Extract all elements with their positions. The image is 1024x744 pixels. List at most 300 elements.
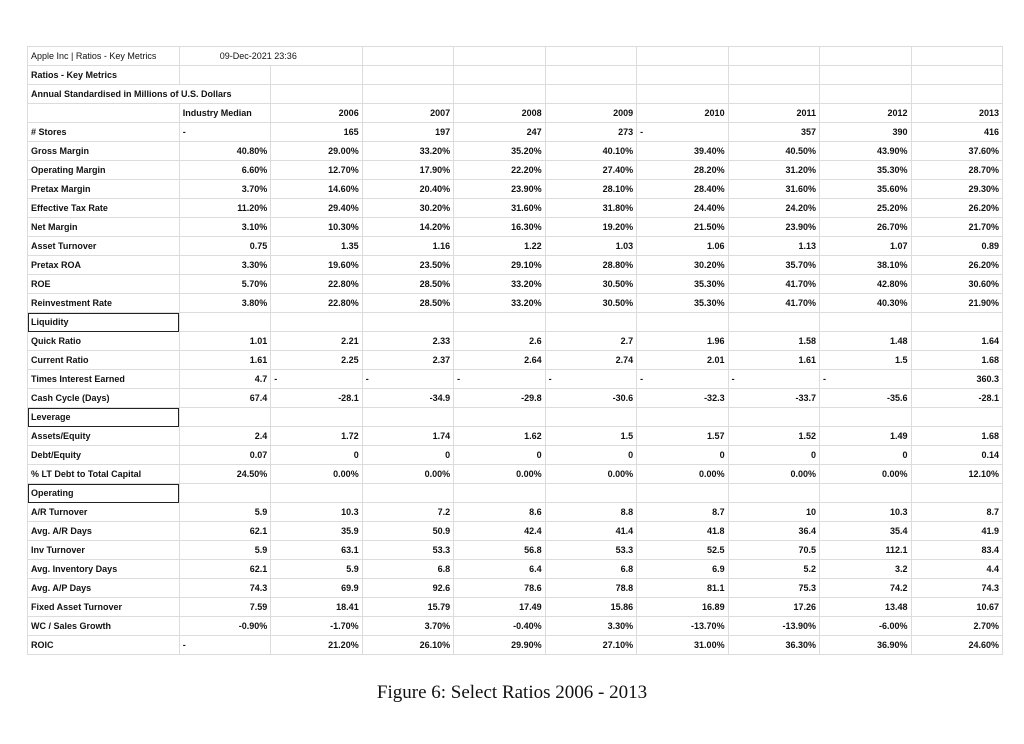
value-cell[interactable]: 92.6 <box>362 579 453 598</box>
value-cell[interactable]: 8.6 <box>454 503 545 522</box>
value-cell[interactable]: 0 <box>545 446 636 465</box>
value-cell[interactable]: 11.20% <box>179 199 270 218</box>
value-cell[interactable]: 36.4 <box>728 522 819 541</box>
value-cell[interactable]: 3.70% <box>179 180 270 199</box>
value-cell[interactable]: 1.61 <box>179 351 270 370</box>
value-cell[interactable]: 2.25 <box>271 351 362 370</box>
value-cell[interactable]: 31.00% <box>637 636 728 655</box>
empty-cell[interactable] <box>179 484 270 503</box>
value-cell[interactable]: 2.70% <box>911 617 1002 636</box>
value-cell[interactable]: 28.50% <box>362 294 453 313</box>
value-cell[interactable]: 74.3 <box>179 579 270 598</box>
value-cell[interactable]: 1.68 <box>911 351 1002 370</box>
value-cell[interactable]: 31.80% <box>545 199 636 218</box>
empty-cell[interactable] <box>362 313 453 332</box>
value-cell[interactable]: 26.20% <box>911 256 1002 275</box>
header-year[interactable]: 2013 <box>911 104 1002 123</box>
section-label[interactable]: Liquidity <box>28 313 180 332</box>
empty-cell[interactable] <box>271 313 362 332</box>
value-cell[interactable]: 41.4 <box>545 522 636 541</box>
value-cell[interactable]: 0 <box>454 446 545 465</box>
value-cell[interactable]: 1.74 <box>362 427 453 446</box>
value-cell[interactable]: 416 <box>911 123 1002 142</box>
value-cell[interactable]: 28.10% <box>545 180 636 199</box>
value-cell[interactable]: 17.49 <box>454 598 545 617</box>
value-cell[interactable]: 40.50% <box>728 142 819 161</box>
value-cell[interactable]: -33.7 <box>728 389 819 408</box>
value-cell[interactable]: 31.20% <box>728 161 819 180</box>
value-cell[interactable]: 35.20% <box>454 142 545 161</box>
value-cell[interactable]: 22.80% <box>271 275 362 294</box>
value-cell[interactable]: 14.60% <box>271 180 362 199</box>
value-cell[interactable]: 360.3 <box>911 370 1002 389</box>
row-label[interactable]: Reinvestment Rate <box>28 294 180 313</box>
value-cell[interactable]: 36.90% <box>820 636 911 655</box>
value-cell[interactable]: 17.90% <box>362 161 453 180</box>
value-cell[interactable]: 2.33 <box>362 332 453 351</box>
row-label[interactable]: Inv Turnover <box>28 541 180 560</box>
empty-cell[interactable] <box>362 484 453 503</box>
value-cell[interactable]: 247 <box>454 123 545 142</box>
value-cell[interactable]: 0.07 <box>179 446 270 465</box>
value-cell[interactable]: 0 <box>271 446 362 465</box>
value-cell[interactable]: 15.79 <box>362 598 453 617</box>
header-year[interactable]: 2011 <box>728 104 819 123</box>
value-cell[interactable]: 83.4 <box>911 541 1002 560</box>
value-cell[interactable]: 390 <box>820 123 911 142</box>
row-label[interactable]: Operating Margin <box>28 161 180 180</box>
value-cell[interactable]: 40.80% <box>179 142 270 161</box>
value-cell[interactable]: 3.30% <box>179 256 270 275</box>
value-cell[interactable]: - <box>820 370 911 389</box>
row-label[interactable]: Times Interest Earned <box>28 370 180 389</box>
value-cell[interactable]: 38.10% <box>820 256 911 275</box>
value-cell[interactable]: 78.6 <box>454 579 545 598</box>
value-cell[interactable]: 0 <box>728 446 819 465</box>
row-label[interactable]: Effective Tax Rate <box>28 199 180 218</box>
value-cell[interactable]: 28.20% <box>637 161 728 180</box>
value-cell[interactable]: 21.70% <box>911 218 1002 237</box>
table-row <box>28 636 1003 655</box>
value-cell[interactable]: - <box>728 370 819 389</box>
value-cell[interactable]: 50.9 <box>362 522 453 541</box>
value-cell[interactable]: 5.2 <box>728 560 819 579</box>
value-cell[interactable]: 41.8 <box>637 522 728 541</box>
value-cell[interactable]: 74.3 <box>911 579 1002 598</box>
value-cell[interactable]: 22.20% <box>454 161 545 180</box>
meta-date[interactable]: 09-Dec-2021 23:36 <box>179 47 362 66</box>
empty-cell[interactable] <box>637 484 728 503</box>
value-cell[interactable]: 35.9 <box>271 522 362 541</box>
value-cell[interactable]: -28.1 <box>271 389 362 408</box>
value-cell[interactable]: 1.68 <box>911 427 1002 446</box>
value-cell[interactable]: 31.60% <box>728 180 819 199</box>
value-cell[interactable]: -29.8 <box>454 389 545 408</box>
value-cell[interactable]: 26.10% <box>362 636 453 655</box>
value-cell[interactable]: 2.21 <box>271 332 362 351</box>
value-cell[interactable]: 7.59 <box>179 598 270 617</box>
value-cell[interactable]: 18.41 <box>271 598 362 617</box>
header-year[interactable]: 2006 <box>271 104 362 123</box>
value-cell[interactable]: -6.00% <box>820 617 911 636</box>
section-label[interactable]: Operating <box>28 484 180 503</box>
value-cell[interactable]: 10 <box>728 503 819 522</box>
value-cell[interactable]: 112.1 <box>820 541 911 560</box>
value-cell[interactable]: 78.8 <box>545 579 636 598</box>
value-cell[interactable]: -0.90% <box>179 617 270 636</box>
value-cell[interactable]: 69.9 <box>271 579 362 598</box>
value-cell[interactable]: 5.70% <box>179 275 270 294</box>
value-cell[interactable]: 21.20% <box>271 636 362 655</box>
value-cell[interactable]: 3.70% <box>362 617 453 636</box>
empty-cell[interactable] <box>545 408 636 427</box>
value-cell[interactable]: 30.20% <box>362 199 453 218</box>
row-label[interactable]: Asset Turnover <box>28 237 180 256</box>
value-cell[interactable]: 35.4 <box>820 522 911 541</box>
row-label[interactable]: Net Margin <box>28 218 180 237</box>
value-cell[interactable]: 0.00% <box>637 465 728 484</box>
value-cell[interactable]: -0.40% <box>454 617 545 636</box>
row-label[interactable]: Debt/Equity <box>28 446 180 465</box>
row-label[interactable]: Current Ratio <box>28 351 180 370</box>
value-cell[interactable]: 62.1 <box>179 522 270 541</box>
value-cell[interactable]: 42.4 <box>454 522 545 541</box>
value-cell[interactable]: 2.6 <box>454 332 545 351</box>
table-row <box>28 617 1003 636</box>
value-cell[interactable]: 40.10% <box>545 142 636 161</box>
value-cell[interactable]: 3.10% <box>179 218 270 237</box>
value-cell[interactable]: 1.48 <box>820 332 911 351</box>
value-cell[interactable]: 22.80% <box>271 294 362 313</box>
header-year[interactable]: 2007 <box>362 104 453 123</box>
value-cell[interactable]: 197 <box>362 123 453 142</box>
value-cell[interactable]: 2.74 <box>545 351 636 370</box>
value-cell[interactable]: 40.30% <box>820 294 911 313</box>
value-cell[interactable]: 26.70% <box>820 218 911 237</box>
value-cell[interactable]: 3.2 <box>820 560 911 579</box>
value-cell[interactable]: 37.60% <box>911 142 1002 161</box>
empty-cell[interactable] <box>545 484 636 503</box>
value-cell[interactable]: -32.3 <box>637 389 728 408</box>
value-cell[interactable]: 28.50% <box>362 275 453 294</box>
value-cell[interactable]: 29.00% <box>271 142 362 161</box>
row-label[interactable]: ROIC <box>28 636 180 655</box>
empty-cell[interactable] <box>271 484 362 503</box>
value-cell[interactable]: 30.50% <box>545 275 636 294</box>
value-cell[interactable]: 6.8 <box>545 560 636 579</box>
value-cell[interactable]: 35.30% <box>637 275 728 294</box>
value-cell[interactable]: 1.58 <box>728 332 819 351</box>
value-cell[interactable]: - <box>179 123 270 142</box>
value-cell[interactable]: - <box>271 370 362 389</box>
value-cell[interactable]: -13.70% <box>637 617 728 636</box>
row-label[interactable]: % LT Debt to Total Capital <box>28 465 180 484</box>
value-cell[interactable]: 10.67 <box>911 598 1002 617</box>
meta-title[interactable]: Apple Inc | Ratios - Key Metrics <box>28 47 180 66</box>
value-cell[interactable]: 81.1 <box>637 579 728 598</box>
value-cell[interactable]: 1.57 <box>637 427 728 446</box>
value-cell[interactable]: 24.40% <box>637 199 728 218</box>
value-cell[interactable]: -34.9 <box>362 389 453 408</box>
value-cell[interactable]: 25.20% <box>820 199 911 218</box>
value-cell[interactable]: - <box>454 370 545 389</box>
value-cell[interactable]: 6.60% <box>179 161 270 180</box>
value-cell[interactable]: 75.3 <box>728 579 819 598</box>
value-cell[interactable]: 16.89 <box>637 598 728 617</box>
value-cell[interactable]: 17.26 <box>728 598 819 617</box>
value-cell[interactable]: 1.01 <box>179 332 270 351</box>
empty-cell[interactable] <box>911 313 1002 332</box>
value-cell[interactable]: 8.7 <box>911 503 1002 522</box>
header-year[interactable]: 2010 <box>637 104 728 123</box>
value-cell[interactable]: 8.8 <box>545 503 636 522</box>
value-cell[interactable]: 28.80% <box>545 256 636 275</box>
section-label[interactable]: Leverage <box>28 408 180 427</box>
value-cell[interactable]: 21.50% <box>637 218 728 237</box>
value-cell[interactable]: -1.70% <box>271 617 362 636</box>
value-cell[interactable]: 0.00% <box>454 465 545 484</box>
value-cell[interactable]: 24.20% <box>728 199 819 218</box>
empty-cell[interactable] <box>454 408 545 427</box>
value-cell[interactable]: 273 <box>545 123 636 142</box>
value-cell[interactable]: 35.70% <box>728 256 819 275</box>
value-cell[interactable]: 52.5 <box>637 541 728 560</box>
value-cell[interactable]: 12.10% <box>911 465 1002 484</box>
row-label[interactable]: ROE <box>28 275 180 294</box>
header-year[interactable]: 2012 <box>820 104 911 123</box>
value-cell[interactable]: 29.10% <box>454 256 545 275</box>
value-cell[interactable]: 0.75 <box>179 237 270 256</box>
value-cell[interactable]: 41.9 <box>911 522 1002 541</box>
header-industry-median[interactable]: Industry Median <box>179 104 270 123</box>
row-label[interactable]: # Stores <box>28 123 180 142</box>
value-cell[interactable]: 5.9 <box>179 541 270 560</box>
empty-cell[interactable] <box>179 313 270 332</box>
value-cell[interactable]: 42.80% <box>820 275 911 294</box>
value-cell[interactable]: 33.20% <box>362 142 453 161</box>
table-row <box>28 427 1003 446</box>
value-cell[interactable]: 10.3 <box>820 503 911 522</box>
value-cell[interactable]: 35.30% <box>637 294 728 313</box>
value-cell[interactable]: 36.30% <box>728 636 819 655</box>
value-cell[interactable]: 1.62 <box>454 427 545 446</box>
value-cell[interactable]: 63.1 <box>271 541 362 560</box>
value-cell[interactable]: 26.20% <box>911 199 1002 218</box>
value-cell[interactable]: 1.52 <box>728 427 819 446</box>
value-cell[interactable]: 31.60% <box>454 199 545 218</box>
table-row <box>28 465 1003 484</box>
value-cell[interactable]: 0 <box>820 446 911 465</box>
value-cell[interactable]: - <box>637 370 728 389</box>
empty-cell[interactable] <box>911 408 1002 427</box>
value-cell[interactable]: 3.30% <box>545 617 636 636</box>
value-cell[interactable]: 13.48 <box>820 598 911 617</box>
value-cell[interactable]: 1.72 <box>271 427 362 446</box>
value-cell[interactable]: 2.01 <box>637 351 728 370</box>
empty-cell[interactable] <box>179 408 270 427</box>
value-cell[interactable]: 6.8 <box>362 560 453 579</box>
empty-cell[interactable] <box>637 408 728 427</box>
value-cell[interactable]: 1.49 <box>820 427 911 446</box>
value-cell[interactable]: 2.64 <box>454 351 545 370</box>
value-cell[interactable]: 33.20% <box>454 275 545 294</box>
value-cell[interactable]: 5.9 <box>271 560 362 579</box>
row-label[interactable]: Fixed Asset Turnover <box>28 598 180 617</box>
value-cell[interactable]: 0 <box>637 446 728 465</box>
value-cell[interactable]: 19.60% <box>271 256 362 275</box>
value-cell[interactable]: 1.96 <box>637 332 728 351</box>
header-year[interactable]: 2009 <box>545 104 636 123</box>
value-cell[interactable]: 24.60% <box>911 636 1002 655</box>
value-cell[interactable]: 29.30% <box>911 180 1002 199</box>
value-cell[interactable]: -28.1 <box>911 389 1002 408</box>
value-cell[interactable]: 15.86 <box>545 598 636 617</box>
value-cell[interactable]: 1.35 <box>271 237 362 256</box>
value-cell[interactable]: 0 <box>362 446 453 465</box>
value-cell[interactable]: 4.4 <box>911 560 1002 579</box>
sheet-subtitle[interactable]: Annual Standardised in Millions of U.S. Dollars <box>28 85 271 104</box>
value-cell[interactable]: 43.90% <box>820 142 911 161</box>
value-cell[interactable]: 41.70% <box>728 294 819 313</box>
value-cell[interactable]: - <box>362 370 453 389</box>
value-cell[interactable]: -35.6 <box>820 389 911 408</box>
row-label[interactable]: Avg. A/R Days <box>28 522 180 541</box>
empty-cell[interactable] <box>271 408 362 427</box>
empty-cell[interactable] <box>454 484 545 503</box>
value-cell[interactable]: - <box>179 636 270 655</box>
row-label[interactable]: Pretax Margin <box>28 180 180 199</box>
value-cell[interactable]: 14.20% <box>362 218 453 237</box>
row-label[interactable]: Gross Margin <box>28 142 180 161</box>
empty-cell[interactable] <box>728 484 819 503</box>
value-cell[interactable]: 21.90% <box>911 294 1002 313</box>
value-cell[interactable]: 6.9 <box>637 560 728 579</box>
empty-cell[interactable] <box>820 484 911 503</box>
value-cell[interactable]: 29.90% <box>454 636 545 655</box>
value-cell[interactable]: 33.20% <box>454 294 545 313</box>
value-cell[interactable]: 8.7 <box>637 503 728 522</box>
value-cell[interactable]: 10.30% <box>271 218 362 237</box>
value-cell[interactable]: 30.20% <box>637 256 728 275</box>
value-cell[interactable]: 19.20% <box>545 218 636 237</box>
value-cell[interactable]: -13.90% <box>728 617 819 636</box>
value-cell[interactable]: 2.4 <box>179 427 270 446</box>
empty-cell[interactable] <box>545 313 636 332</box>
value-cell[interactable]: 0.00% <box>728 465 819 484</box>
value-cell[interactable]: 27.40% <box>545 161 636 180</box>
header-year[interactable]: 2008 <box>454 104 545 123</box>
value-cell[interactable]: 357 <box>728 123 819 142</box>
row-label[interactable]: Quick Ratio <box>28 332 180 351</box>
value-cell[interactable]: 4.7 <box>179 370 270 389</box>
value-cell[interactable]: 1.07 <box>820 237 911 256</box>
value-cell[interactable]: 53.3 <box>545 541 636 560</box>
value-cell[interactable]: 70.5 <box>728 541 819 560</box>
value-cell[interactable]: 0.00% <box>271 465 362 484</box>
empty-cell[interactable] <box>454 313 545 332</box>
empty-cell[interactable] <box>728 408 819 427</box>
empty-cell[interactable] <box>728 313 819 332</box>
value-cell[interactable]: 41.70% <box>728 275 819 294</box>
value-cell[interactable]: 74.2 <box>820 579 911 598</box>
value-cell[interactable]: 35.60% <box>820 180 911 199</box>
value-cell[interactable]: 1.06 <box>637 237 728 256</box>
table-row <box>28 332 1003 351</box>
value-cell[interactable]: 165 <box>271 123 362 142</box>
value-cell[interactable]: 62.1 <box>179 560 270 579</box>
value-cell[interactable]: 28.40% <box>637 180 728 199</box>
value-cell[interactable]: 3.80% <box>179 294 270 313</box>
value-cell[interactable]: 1.5 <box>820 351 911 370</box>
row-label[interactable]: Cash Cycle (Days) <box>28 389 180 408</box>
value-cell[interactable]: 5.9 <box>179 503 270 522</box>
value-cell[interactable]: 29.40% <box>271 199 362 218</box>
value-cell[interactable]: 0.89 <box>911 237 1002 256</box>
value-cell[interactable]: 24.50% <box>179 465 270 484</box>
row-label[interactable]: WC / Sales Growth <box>28 617 180 636</box>
value-cell[interactable]: 0.14 <box>911 446 1002 465</box>
value-cell[interactable]: 27.10% <box>545 636 636 655</box>
value-cell[interactable]: 1.5 <box>545 427 636 446</box>
row-label[interactable]: A/R Turnover <box>28 503 180 522</box>
row-label[interactable]: Avg. A/P Days <box>28 579 180 598</box>
subtitle-row <box>28 85 1003 104</box>
value-cell[interactable]: - <box>545 370 636 389</box>
value-cell[interactable]: 2.37 <box>362 351 453 370</box>
value-cell[interactable]: 1.16 <box>362 237 453 256</box>
sheet-title[interactable]: Ratios - Key Metrics <box>28 66 180 85</box>
empty-cell[interactable] <box>820 408 911 427</box>
value-cell[interactable]: 23.50% <box>362 256 453 275</box>
value-cell[interactable]: 23.90% <box>728 218 819 237</box>
row-label[interactable]: Assets/Equity <box>28 427 180 446</box>
value-cell[interactable]: 10.3 <box>271 503 362 522</box>
value-cell[interactable]: 1.61 <box>728 351 819 370</box>
empty-cell[interactable] <box>637 313 728 332</box>
value-cell[interactable]: 1.03 <box>545 237 636 256</box>
value-cell[interactable]: 1.64 <box>911 332 1002 351</box>
value-cell[interactable]: 53.3 <box>362 541 453 560</box>
value-cell[interactable]: 0.00% <box>820 465 911 484</box>
empty-cell[interactable] <box>362 408 453 427</box>
value-cell[interactable]: 1.22 <box>454 237 545 256</box>
value-cell[interactable]: 16.30% <box>454 218 545 237</box>
value-cell[interactable]: 67.4 <box>179 389 270 408</box>
value-cell[interactable]: 6.4 <box>454 560 545 579</box>
value-cell[interactable]: 2.7 <box>545 332 636 351</box>
header-row <box>28 104 1003 123</box>
empty-cell[interactable] <box>820 313 911 332</box>
value-cell[interactable]: -30.6 <box>545 389 636 408</box>
value-cell[interactable]: 56.8 <box>454 541 545 560</box>
value-cell[interactable]: 1.13 <box>728 237 819 256</box>
value-cell[interactable]: 12.70% <box>271 161 362 180</box>
value-cell[interactable]: 0.00% <box>545 465 636 484</box>
row-label[interactable]: Avg. Inventory Days <box>28 560 180 579</box>
value-cell[interactable]: 7.2 <box>362 503 453 522</box>
value-cell[interactable]: 0.00% <box>362 465 453 484</box>
value-cell[interactable]: 30.50% <box>545 294 636 313</box>
value-cell[interactable]: 23.90% <box>454 180 545 199</box>
value-cell[interactable]: 39.40% <box>637 142 728 161</box>
row-label[interactable]: Pretax ROA <box>28 256 180 275</box>
empty-cell[interactable] <box>911 484 1002 503</box>
value-cell[interactable]: 28.70% <box>911 161 1002 180</box>
value-cell[interactable]: 35.30% <box>820 161 911 180</box>
value-cell[interactable]: 20.40% <box>362 180 453 199</box>
value-cell[interactable]: - <box>637 123 728 142</box>
value-cell[interactable]: 30.60% <box>911 275 1002 294</box>
